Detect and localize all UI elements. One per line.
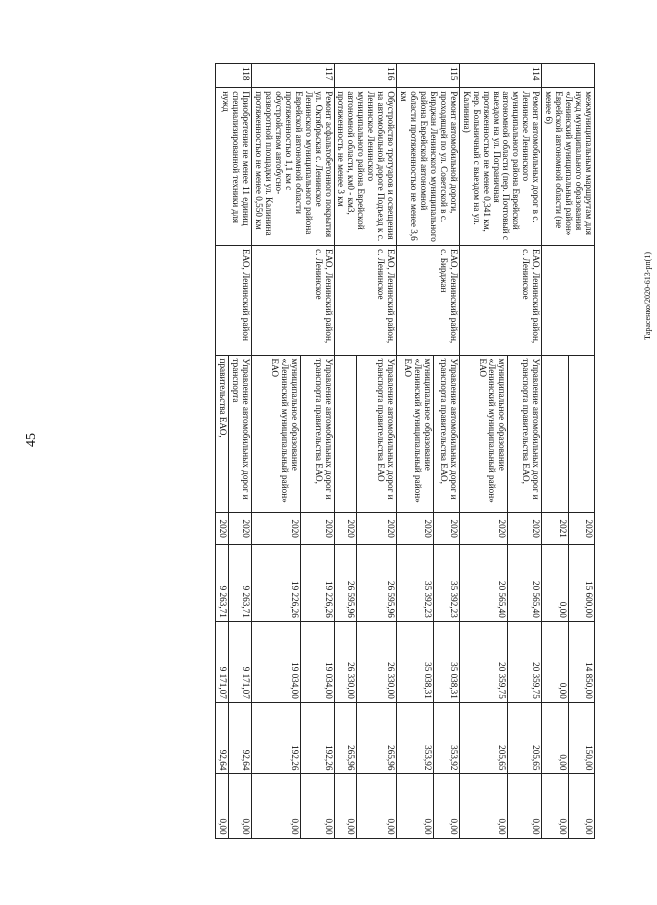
row-number-cell: 116: [334, 64, 397, 88]
year-cell: 2020: [397, 513, 434, 545]
total-amount-cell: 15 600,00: [568, 544, 594, 621]
work-name-cell: Приобретение не менее 11 единиц специализированной техники для нужд: [216, 88, 252, 246]
executor-cell: [334, 355, 357, 513]
year-cell: 2020: [459, 513, 508, 545]
federal-amount-cell: 0,00: [542, 621, 568, 702]
year-cell: 2020: [229, 513, 252, 545]
federal-amount-cell: 35 038,31: [434, 621, 460, 702]
work-name-cell: Обустройство тротуаров и освещения на автомобильной дороге Подъезд к с. Ленинское Ленинского муниципального района Еврейской автономной области, км0 - км3, протяженность не менее 3 км: [334, 88, 397, 246]
work-name-cell: Ремонт автомобильной дороги, проходящей по ул. Советской в с. Бирджан Ленинского муниципального района Еврейской автономной области протяженностью не менее 3,6 км: [397, 88, 460, 246]
total-amount-cell: 35 392,23: [434, 544, 460, 621]
federal-amount-cell: 9 171,07: [229, 621, 252, 702]
local-amount-cell: 0,00: [434, 774, 460, 838]
regional-amount-cell: 192,26: [300, 702, 334, 774]
table-row: [229, 64, 252, 885]
year-cell: 2020: [357, 513, 397, 545]
regional-amount-cell: 265,96: [334, 702, 357, 774]
location-cell: ЕАО, Ленинский район: [216, 246, 252, 355]
total-amount-cell: 0,00: [542, 544, 568, 621]
federal-amount-cell: 9 171,07: [216, 621, 229, 702]
total-amount-cell: 26 595,96: [357, 544, 397, 621]
executor-cell: Управление автомобильных дорог и транспорта правительства ЕАО,: [300, 355, 334, 513]
executor-cell: Управление автомобильных дорог и транспорта правительства ЕАО: [357, 355, 397, 513]
location-cell: ЕАО, Ленинский район, с. Ленинское: [252, 246, 335, 355]
location-cell: ЕАО, Ленинский район, с. Бирджан: [397, 246, 460, 355]
local-amount-cell: 0,00: [508, 774, 542, 838]
executor-cell: Управление автомобильных дорог и транспорта: [229, 355, 252, 513]
total-amount-cell: 20 565,40: [508, 544, 542, 621]
total-amount-cell: 9 263,71: [229, 544, 252, 621]
federal-amount-cell: 26 330,00: [357, 621, 397, 702]
location-cell: ЕАО, Ленинский район, с. Ленинское: [334, 246, 397, 355]
executor-cell: муниципальное образование «Ленинский муниципальный район» ЕАО: [252, 355, 301, 513]
year-cell: 2020: [334, 513, 357, 545]
regional-amount-cell: 353,92: [397, 702, 434, 774]
row-number-cell: 114: [459, 64, 542, 88]
year-cell: 2020: [252, 513, 301, 545]
federal-amount-cell: 20 359,75: [459, 621, 508, 702]
budget-table: [215, 63, 595, 885]
executor-cell: муниципальное образование «Ленинский муниципальный район» ЕАО: [397, 355, 434, 513]
year-cell: 2021: [542, 513, 568, 545]
page-number: 45: [24, 433, 39, 447]
row-number-cell: [542, 64, 595, 88]
regional-amount-cell: 92,64: [216, 702, 229, 774]
total-amount-cell: 19 226,26: [300, 544, 334, 621]
regional-amount-cell: 205,65: [508, 702, 542, 774]
local-amount-cell: 0,00: [216, 774, 229, 838]
year-cell: 2020: [568, 513, 594, 545]
executor-cell: муниципальное образование «Ленинский муниципальный район» ЕАО: [459, 355, 508, 513]
regional-amount-cell: 150,00: [568, 702, 594, 774]
executor-cell: правительства ЕАО,: [216, 355, 229, 513]
work-name-cell: Ремонт автомобильных дорог в с. Ленинское Ленинского муниципального района Еврейской автономной области (пер. Почтовый с выездом на ул. Пограничная протяженностью не менее 0,341 км, пер. Больничный с выездом на ул. Калинина): [459, 88, 542, 246]
location-cell: ЕАО, Ленинский район, с. Ленинское: [459, 246, 542, 355]
executor-cell: [568, 355, 594, 513]
regional-amount-cell: 192,26: [252, 702, 301, 774]
table-row: [434, 64, 460, 885]
local-amount-cell: 0,00: [397, 774, 434, 838]
federal-amount-cell: 19 034,00: [300, 621, 334, 702]
total-amount-cell: 19 226,26: [252, 544, 301, 621]
local-amount-cell: 0,00: [300, 774, 334, 838]
total-amount-cell: 20 565,40: [459, 544, 508, 621]
year-cell: 2020: [216, 513, 229, 545]
regional-amount-cell: 205,65: [459, 702, 508, 774]
row-number-cell: 117: [252, 64, 335, 88]
executor-cell: Управление автомобильных дорог и транспорта правительства ЕАО,: [508, 355, 542, 513]
total-amount-cell: 26 595,96: [334, 544, 357, 621]
table-row: [300, 64, 334, 885]
local-amount-cell: 0,00: [357, 774, 397, 838]
total-amount-cell: 9 263,71: [216, 544, 229, 621]
regional-amount-cell: 92,64: [229, 702, 252, 774]
federal-amount-cell: 14 850,00: [568, 621, 594, 702]
total-amount-cell: 35 392,23: [397, 544, 434, 621]
local-amount-cell: 0,00: [459, 774, 508, 838]
work-name-cell: межмуниципальным маршрутам для нужд муниципального образования «Ленинский муниципальный район» Еврейской автономной области (не менее 6): [542, 88, 595, 246]
regional-amount-cell: 0,00: [542, 702, 568, 774]
year-cell: 2020: [300, 513, 334, 545]
executor-cell: Управление автомобильных дорог и транспорта правительства ЕАО,: [434, 355, 460, 513]
regional-amount-cell: 265,96: [357, 702, 397, 774]
table-row: [508, 64, 542, 885]
local-amount-cell: 0,00: [334, 774, 357, 838]
federal-amount-cell: 20 359,75: [508, 621, 542, 702]
row-number-cell: 118: [216, 64, 252, 88]
executor-cell: [542, 355, 568, 513]
rotated-table-container: [60, 63, 595, 885]
table-row: [357, 64, 397, 885]
regional-amount-cell: 353,92: [434, 702, 460, 774]
table-row: [568, 64, 594, 885]
federal-amount-cell: 35 038,31: [397, 621, 434, 702]
federal-amount-cell: 26 330,00: [334, 621, 357, 702]
federal-amount-cell: 19 034,00: [252, 621, 301, 702]
location-cell: [542, 246, 595, 355]
local-amount-cell: 0,00: [568, 774, 594, 838]
work-name-cell: Ремонт асфальтобетонного покрытия ул. Октябрьская с. Ленинское Ленинского муниципального района Еврейской автономной области протяженностью 1,1 км с обустройством автобусно-разворотной площадки ул. Калинина протяженностью не менее 0,550 км: [252, 88, 335, 246]
local-amount-cell: 0,00: [252, 774, 301, 838]
local-amount-cell: 0,00: [542, 774, 568, 838]
row-number-cell: 115: [397, 64, 460, 88]
document-code: Тарасенко/2020-613-рп(1): [643, 252, 652, 340]
year-cell: 2020: [434, 513, 460, 545]
table-body: [216, 64, 595, 885]
local-amount-cell: 0,00: [229, 774, 252, 838]
year-cell: 2020: [508, 513, 542, 545]
